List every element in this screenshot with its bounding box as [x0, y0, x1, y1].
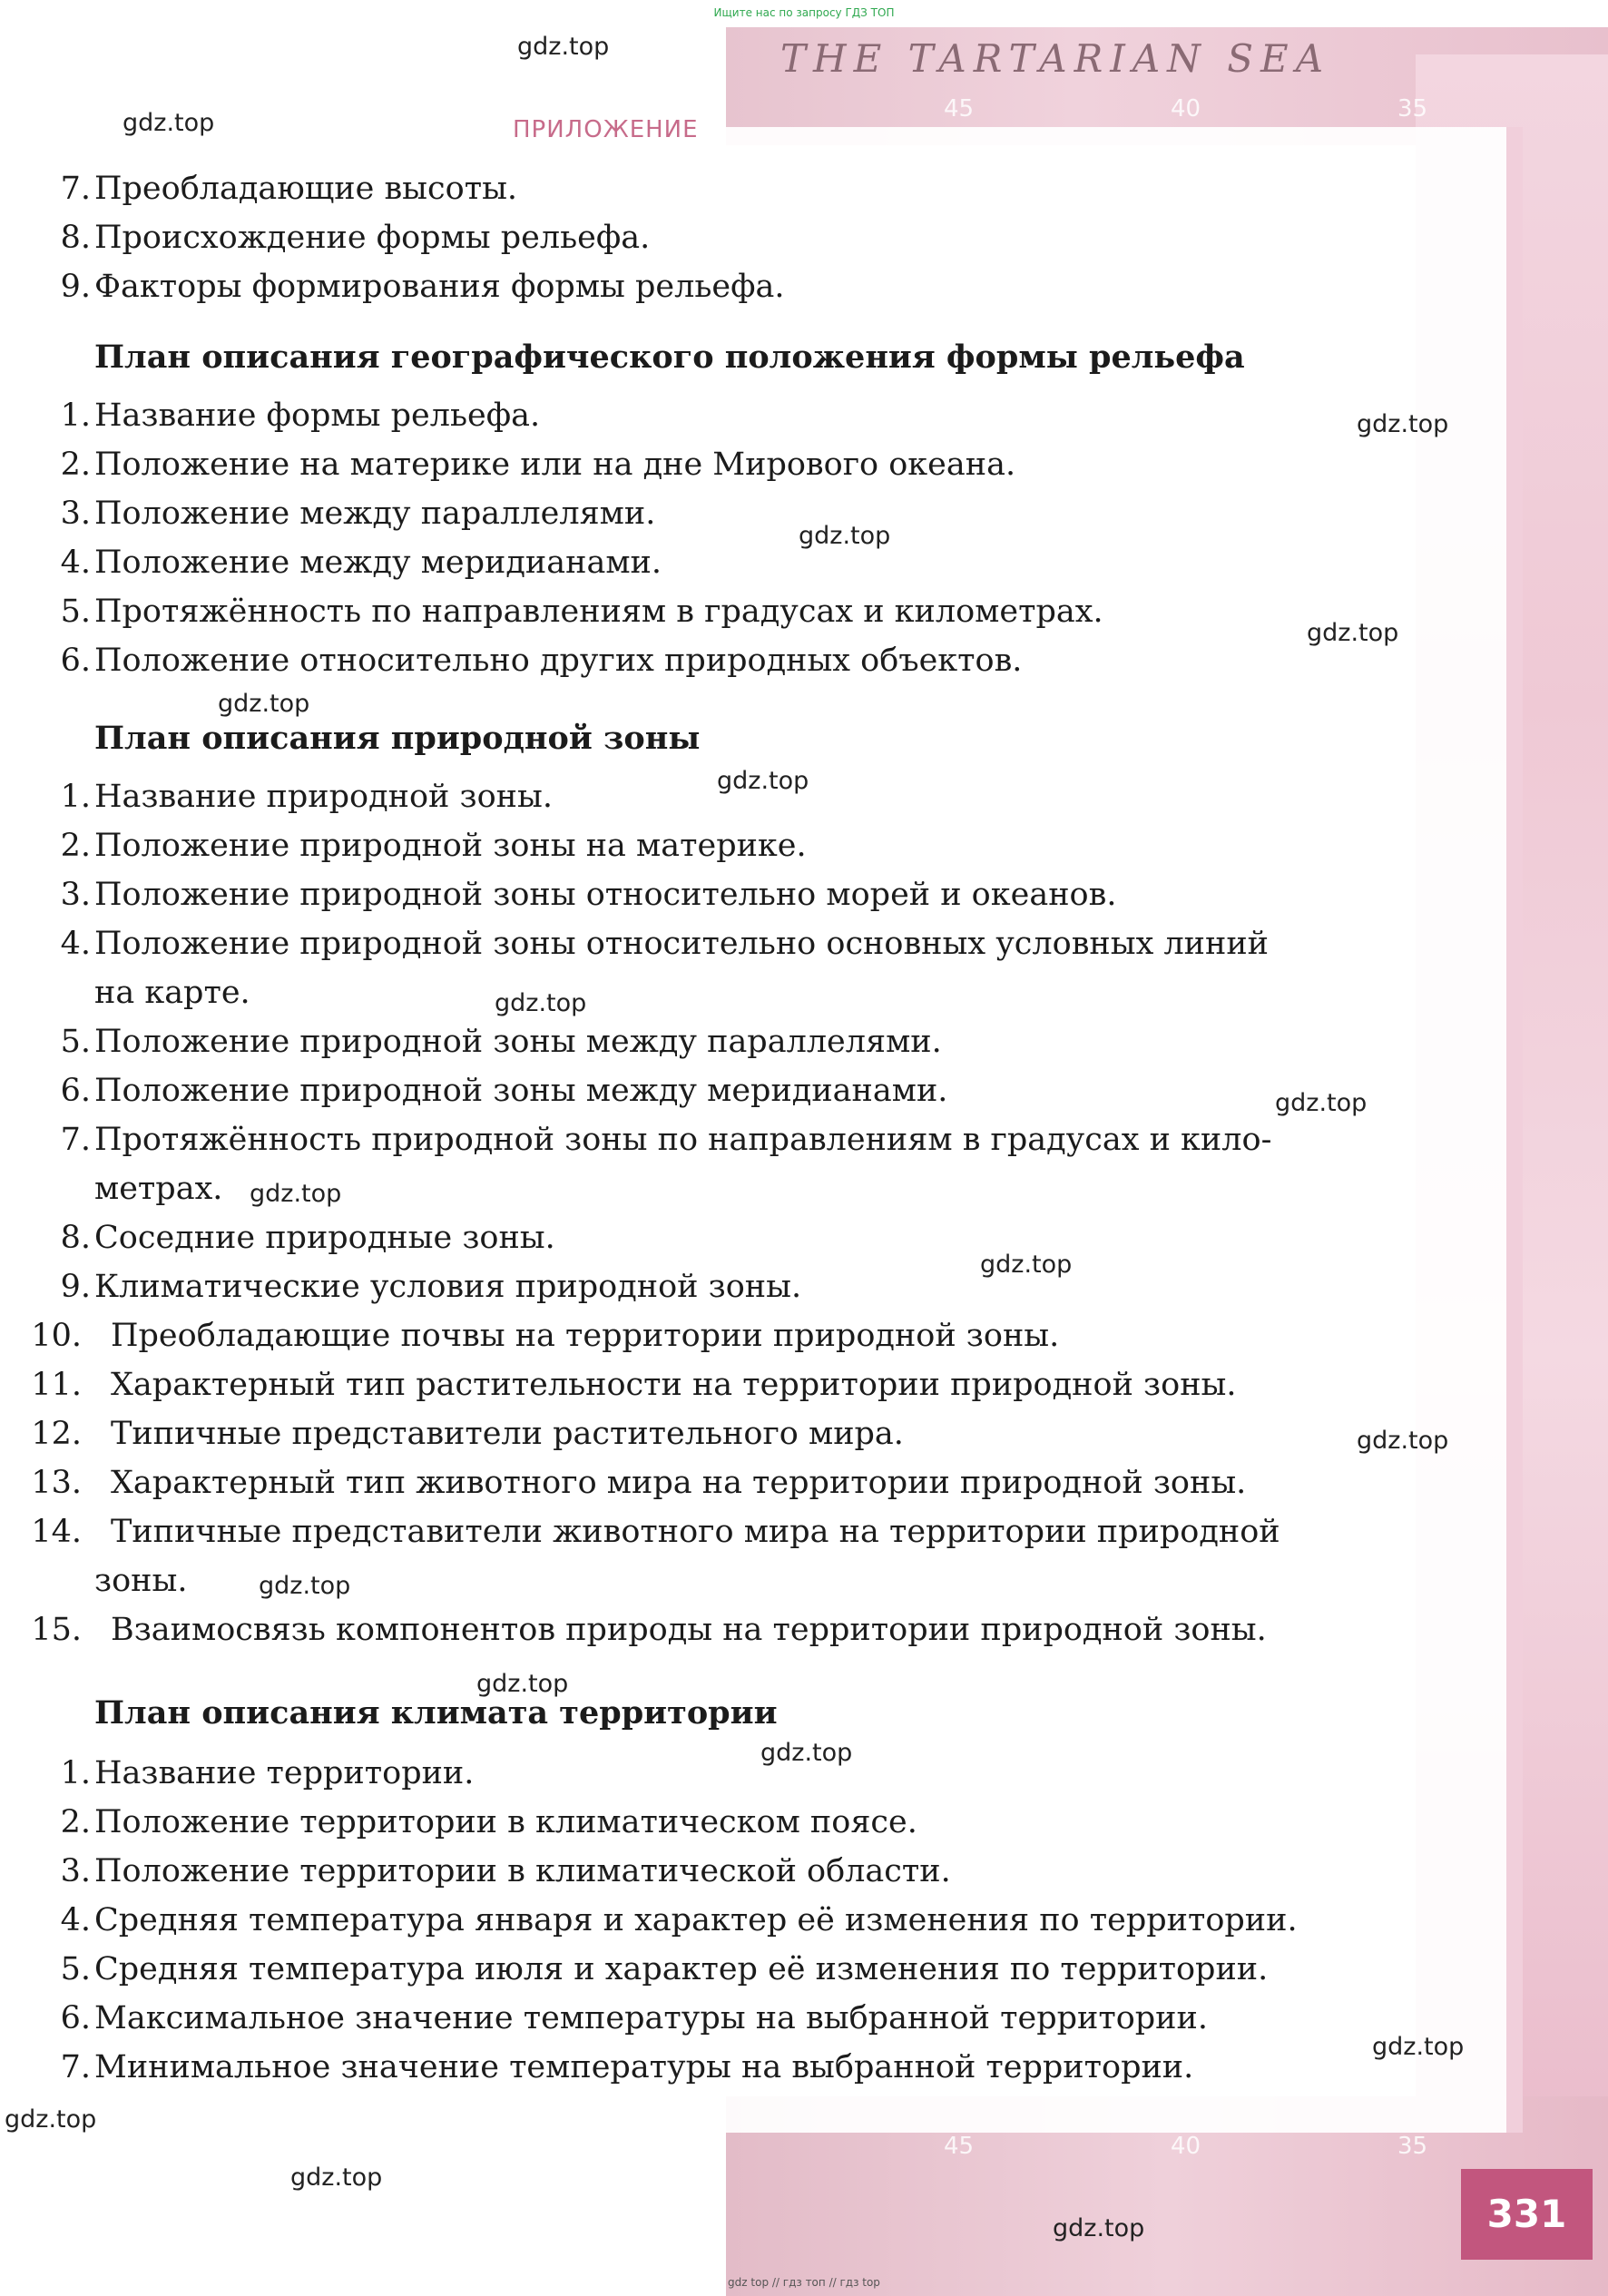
top-banner[interactable]: Ищите нас по запросу ГДЗ ТОП	[713, 6, 895, 19]
watermark: gdz.top	[5, 2105, 97, 2134]
watermark: gdz.top	[717, 767, 809, 795]
list-item-text: Климатические условия природной зоны.	[94, 1269, 802, 1305]
list-item-text: Типичные представители животного мира на территории природной	[111, 1514, 1280, 1550]
list-item-text: Название территории.	[94, 1755, 475, 1791]
list-item-text: Положение между меридианами.	[94, 545, 662, 581]
list-item-number: 10.	[31, 1318, 82, 1354]
watermark: gdz.top	[1357, 1427, 1449, 1455]
watermark: gdz.top	[250, 1180, 342, 1208]
plan-climate-title: План описания климата территории	[94, 1694, 778, 1732]
map-number: 45	[944, 2133, 975, 2160]
list-item-number: 9.	[60, 269, 91, 305]
watermark: gdz.top	[495, 989, 587, 1017]
list-item-number: 4.	[60, 545, 91, 581]
watermark: gdz.top	[476, 1670, 569, 1698]
list-item-text: Соседние природные зоны.	[94, 1220, 555, 1256]
list-item-text: Название природной зоны.	[94, 779, 553, 815]
watermark: gdz.top	[1372, 2033, 1465, 2061]
list-item-text: Максимальное значение температуры на выбранной территории.	[94, 2000, 1208, 2036]
plan-relief-title: План описания географического положения формы рельефа	[94, 339, 1245, 376]
list-item-number: 1.	[60, 1755, 91, 1791]
list-item-number: 7.	[60, 1122, 91, 1158]
list-item-continuation: метрах.	[94, 1171, 223, 1207]
list-item-number: 5.	[60, 594, 91, 630]
list-item-text: Положение природной зоны между параллелями.	[94, 1024, 942, 1060]
list-item-number: 12.	[31, 1416, 82, 1452]
list-item-number: 3.	[60, 877, 91, 913]
list-item-text: Положение природной зоны относительно морей и океанов.	[94, 877, 1117, 913]
list-item-number: 1.	[60, 779, 91, 815]
bottom-banner[interactable]: gdz top // гдз топ // гдз top	[728, 2276, 880, 2289]
page-number-box	[1461, 2169, 1593, 2260]
watermark: gdz.top	[517, 33, 610, 61]
list-item-number: 3.	[60, 496, 91, 532]
list-item-text: Положение территории в климатическом поясе.	[94, 1804, 917, 1840]
list-item-text: Факторы формирования формы рельефа.	[94, 269, 785, 305]
watermark: gdz.top	[259, 1572, 351, 1600]
map-number: 40	[1171, 95, 1201, 123]
list-item-number: 2.	[60, 828, 91, 864]
list-item-number: 11.	[31, 1367, 82, 1403]
list-item-text: Положение на материке или на дне Мирового океана.	[94, 446, 1016, 483]
watermark: gdz.top	[1357, 410, 1449, 438]
plan-zone-title: План описания природной зоны	[94, 720, 701, 757]
map-number: 35	[1397, 2133, 1428, 2160]
list-item-text: Положение природной зоны относительно основных условных линий	[94, 926, 1269, 962]
watermark: gdz.top	[1307, 619, 1399, 647]
list-item-number: 6.	[60, 1073, 91, 1109]
list-item-number: 2.	[60, 446, 91, 483]
list-item-text: Название формы рельефа.	[94, 397, 541, 434]
list-item-number: 6.	[60, 643, 91, 679]
map-number: 45	[944, 95, 975, 123]
list-item-text: Положение природной зоны между меридианами.	[94, 1073, 948, 1109]
list-item-number: 15.	[31, 1612, 82, 1648]
list-item-text: Положение природной зоны на материке.	[94, 828, 807, 864]
watermark: gdz.top	[290, 2164, 383, 2192]
list-item-continuation: на карте.	[94, 975, 250, 1011]
section-header: ПРИЛОЖЕНИЕ	[513, 116, 699, 143]
list-item-number: 7.	[60, 2049, 91, 2085]
list-item-number: 5.	[60, 1024, 91, 1060]
list-item-text: Положение относительно других природных объектов.	[94, 643, 1023, 679]
list-item-number: 8.	[60, 220, 91, 256]
list-item-text: Средняя температура января и характер её изменения по территории.	[94, 1902, 1298, 1938]
list-item-number: 6.	[60, 2000, 91, 2036]
watermark: gdz.top	[123, 109, 215, 137]
list-item-number: 13.	[31, 1465, 82, 1501]
watermark: gdz.top	[218, 690, 310, 718]
list-item-text: Характерный тип животного мира на территории природной зоны.	[111, 1465, 1247, 1501]
list-item-text: Протяжённость природной зоны по направлениям в градусах и кило-	[94, 1122, 1272, 1158]
list-item-text: Средняя температура июля и характер её изменения по территории.	[94, 1951, 1269, 1987]
list-item-continuation: зоны.	[94, 1563, 188, 1599]
list-item-number: 4.	[60, 1902, 91, 1938]
watermark: gdz.top	[1053, 2214, 1145, 2242]
list-item-text: Преобладающие высоты.	[94, 171, 518, 207]
list-item-text: Типичные представители растительного мира.	[111, 1416, 904, 1452]
list-item-text: Происхождение формы рельефа.	[94, 220, 651, 256]
list-item-number: 4.	[60, 926, 91, 962]
list-item-text: Положение между параллелями.	[94, 496, 656, 532]
watermark: gdz.top	[980, 1251, 1073, 1279]
watermark: gdz.top	[760, 1739, 853, 1767]
list-item-number: 9.	[60, 1269, 91, 1305]
list-item-number: 1.	[60, 397, 91, 434]
list-item-text: Характерный тип растительности на территории природной зоны.	[111, 1367, 1237, 1403]
list-item-text: Минимальное значение температуры на выбранной территории.	[94, 2049, 1194, 2085]
list-item-text: Преобладающие почвы на территории природной зоны.	[111, 1318, 1060, 1354]
watermark: gdz.top	[1275, 1089, 1368, 1117]
list-item-number: 8.	[60, 1220, 91, 1256]
map-number: 35	[1397, 95, 1428, 123]
list-item-number: 2.	[60, 1804, 91, 1840]
list-item-text: Положение территории в климатической области.	[94, 1853, 951, 1889]
list-item-number: 7.	[60, 171, 91, 207]
watermark: gdz.top	[799, 522, 891, 550]
list-item-number: 3.	[60, 1853, 91, 1889]
list-item-number: 5.	[60, 1951, 91, 1987]
list-item-text: Взаимосвязь компонентов природы на территории природной зоны.	[111, 1612, 1267, 1648]
list-item-number: 14.	[31, 1514, 82, 1550]
list-item-text: Протяжённость по направлениям в градусах и километрах.	[94, 594, 1103, 630]
map-caption: THE TARTARIAN SEA	[780, 36, 1331, 81]
page-number: 331	[1486, 2192, 1567, 2236]
map-number: 40	[1171, 2133, 1201, 2160]
